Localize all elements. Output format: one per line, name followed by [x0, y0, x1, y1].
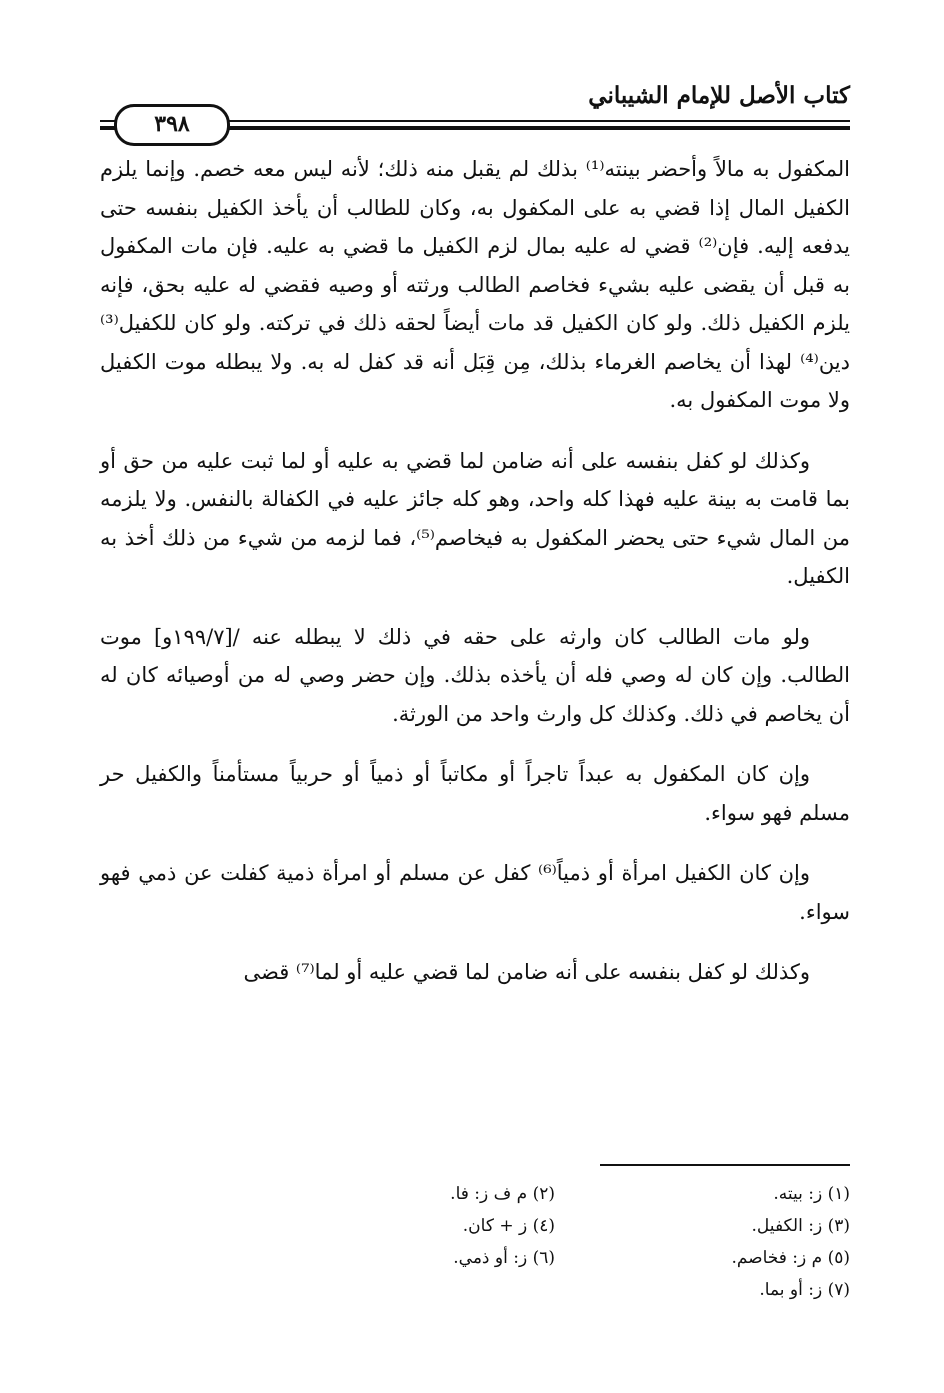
page-number: ٣٩٨	[114, 104, 230, 146]
footnote: (٦) ز: أو ذمي.	[453, 1248, 555, 1268]
paragraph: وكذلك لو كفل بنفسه على أنه ضامن لما قضي عليه أو لما⁽⁷⁾ قضى	[243, 960, 810, 984]
footnote-row	[260, 1210, 850, 1242]
footnote-row	[260, 1178, 850, 1210]
footnote: (٢) م ف ز: فا.	[450, 1184, 555, 1204]
footnotes	[260, 1178, 850, 1306]
footnote: (٧) ز: أو بما.	[759, 1280, 850, 1300]
main-text	[100, 150, 850, 1014]
page-header	[100, 82, 850, 152]
footnote: (١) ز: بيته.	[773, 1184, 850, 1204]
paragraph: وإن كان الكفيل امرأة أو ذمياً⁽⁶⁾ كفل عن مسلم أو امرأة ذمية كفلت عن ذمي فهو سواء.	[100, 861, 850, 924]
footnote-row	[260, 1242, 850, 1274]
footnote: (٣) ز: الكفيل.	[751, 1216, 850, 1236]
book-title: كتاب الأصل للإمام الشيباني	[588, 82, 850, 109]
footnote: (٥) م ز: فخاصم.	[731, 1248, 850, 1268]
paragraph: المكفول به مالاً وأحضر بينته⁽¹⁾ بذلك لم يقبل منه ذلك؛ لأنه ليس معه خصم. وإنما يلزم الكفيل المال إذا قضي به على المكفول به، وكان للطالب أن يأخذ الكفيل بنفسه حتى يدفعه إليه. فإن⁽²⁾ قضي له عليه بمال لزم الكفيل ما قضي به عليه. فإن مات المكفول به قبل أن يقضى عليه بشيء فخاصم الطالب ورثته أو وصيه فقضي له عليه بحق، فإنه يلزم الكفيل ذلك. ولو كان الكفيل قد مات أيضاً لحقه ذلك في تركته. ولو كان للكفيل⁽³⁾ دين⁽⁴⁾ لهذا أن يخاصم الغرماء بذلك، مِن قِبَل أنه قد كفل له به. ولا يبطله موت الكفيل ولا موت المكفول به.	[100, 157, 851, 412]
footnote: (٤) ز + كان.	[462, 1216, 555, 1236]
footnote-separator	[600, 1164, 850, 1166]
paragraph: وإن كان المكفول به عبداً تاجراً أو مكاتباً أو ذمياً أو حربياً مستأمناً والكفيل حر مسلم فهو سواء.	[100, 762, 850, 825]
footnote-row	[260, 1274, 850, 1306]
paragraph: وكذلك لو كفل بنفسه على أنه ضامن لما قضي به عليه أو لما ثبت عليه من حق أو بما قامت به بينة عليه فهذا كله واحد، وهو كله جائز عليه في الكفالة بالنفس. ولا يلزمه من المال شيء حتى يحضر المكفول به فيخاصم⁽⁵⁾، فما لزمه من شيء من ذلك أخذ به الكفيل.	[100, 448, 850, 588]
paragraph: ولو مات الطالب كان وارثه على حقه في ذلك لا يبطله عنه /[١٩٩/٧و] موت الطالب. وإن كان له وصي فله أن يأخذه بذلك. وإن حضر وصي له من أوصيائه كان له أن يخاصم في ذلك. وكذلك كل وارث واحد من الورثة.	[100, 624, 850, 726]
